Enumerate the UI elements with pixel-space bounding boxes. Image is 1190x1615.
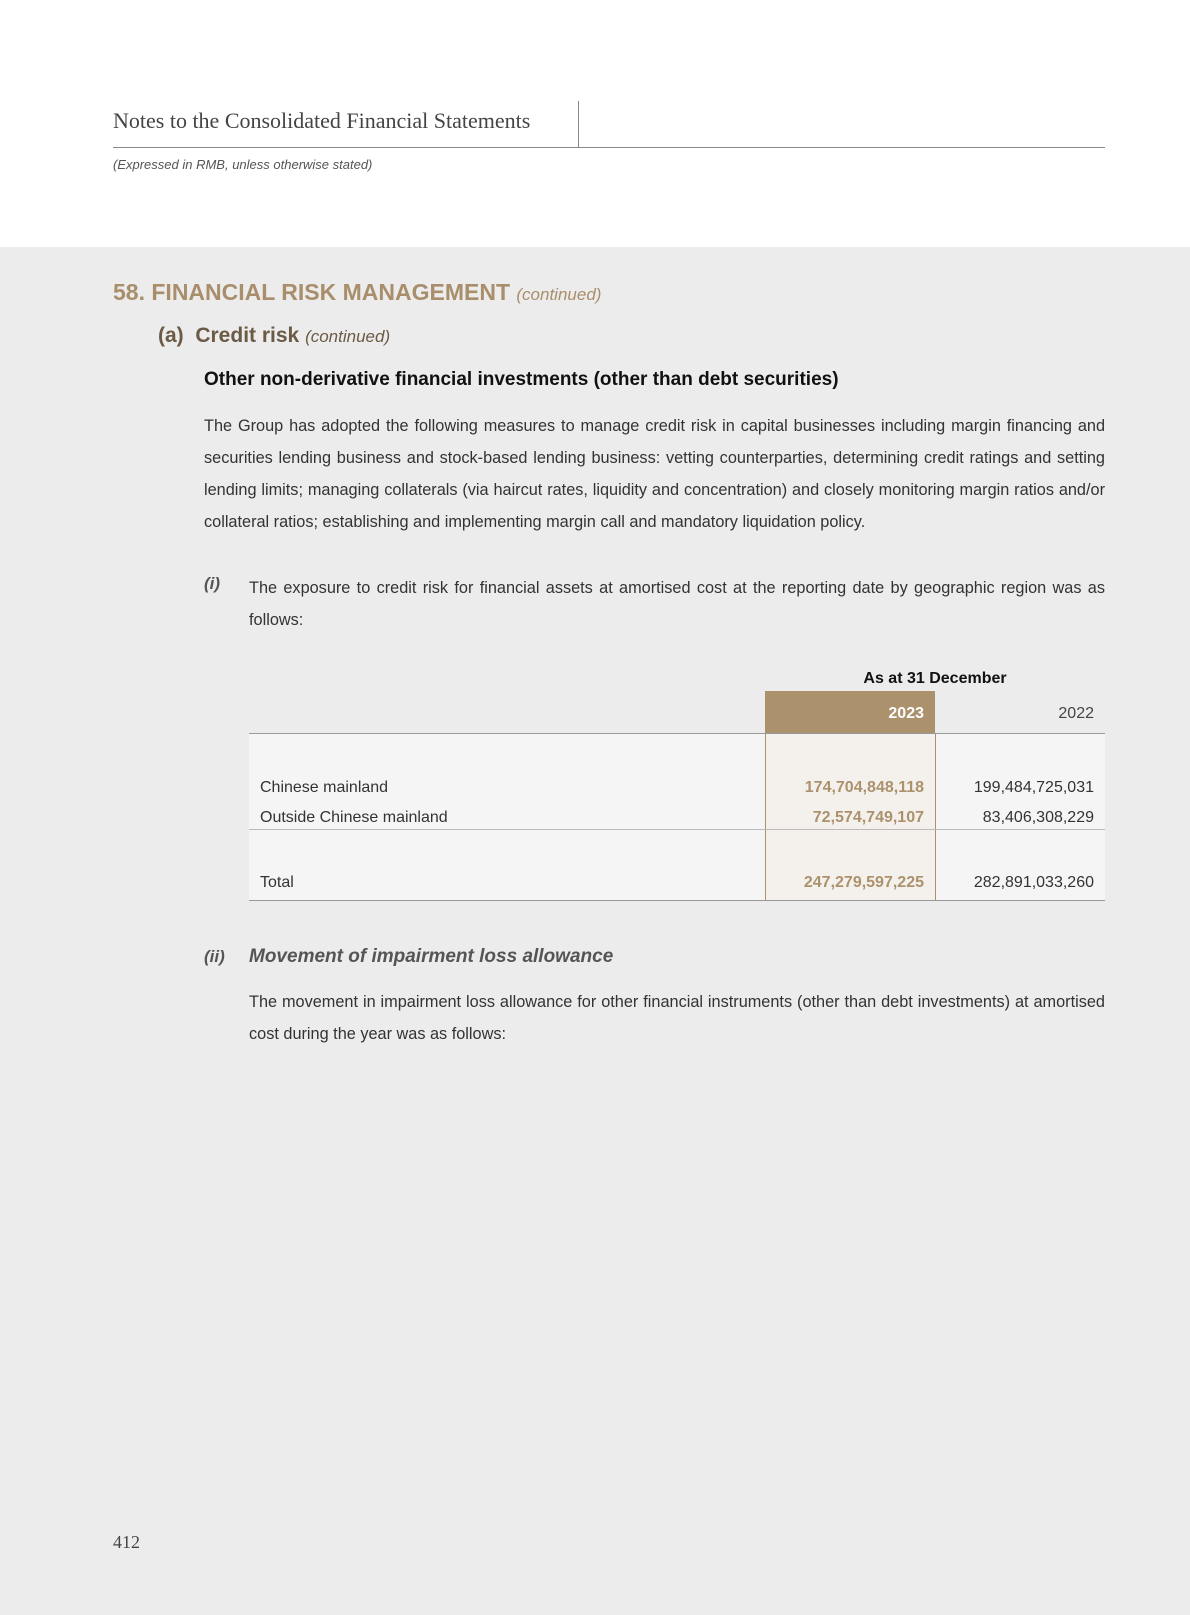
row-label: Outside Chinese mainland	[260, 809, 448, 826]
body-paragraph: The Group has adopted the following measures to manage credit risk in capital businesses including margin financing and securities lending business and stock-based lending business: vetting counterparties, determining credit ratings and setting lending limits; managing collaterals (via haircut rates, liquidity and concentration) and closely monitoring margin ratios and/or collateral ratios; establishing and implementing margin call and mandatory liquidation policy.	[204, 417, 1105, 531]
value-2023: 174,704,848,118	[804, 779, 924, 796]
header-rule	[113, 147, 1105, 148]
value-2022: 282,891,033,260	[973, 874, 1094, 891]
item-ii-text: The movement in impairment loss allowance for other financial instruments (other than debt investments) at amortised cost during the year was as follows:	[249, 993, 1105, 1043]
value-2023: 247,279,597,225	[803, 874, 924, 891]
table-rule	[249, 829, 1105, 830]
item-i-label: (i)	[204, 574, 221, 593]
page-number: 412	[113, 1532, 140, 1552]
row-label: Total	[260, 874, 294, 891]
section-heading: 58. FINANCIAL RISK MANAGEMENT (continued)	[113, 279, 602, 305]
header-title: Notes to the Consolidated Financial Statements	[113, 108, 531, 133]
column-header-2023: 2023	[765, 691, 935, 733]
item-ii-label: (ii)	[204, 947, 225, 966]
header-subtitle: (Expressed in RMB, unless otherwise stated)	[113, 157, 373, 172]
column-header-2022: 2022	[1058, 705, 1094, 722]
table-rule	[249, 900, 1105, 901]
value-2023: 72,574,749,107	[812, 809, 924, 826]
table-rule	[249, 733, 1105, 734]
subheading: Other non-derivative financial investments (other than debt securities)	[204, 369, 839, 390]
subsection-heading: (a) Credit risk (continued)	[158, 324, 391, 347]
item-ii-heading: Movement of impairment loss allowance	[249, 946, 614, 967]
value-2022: 83,406,308,229	[982, 809, 1094, 826]
header-divider	[578, 101, 579, 147]
value-2022: 199,484,725,031	[973, 779, 1094, 796]
item-i-text: The exposure to credit risk for financial assets at amortised cost at the reporting date by geographic region was as follows:	[249, 579, 1105, 629]
row-label: Chinese mainland	[260, 779, 389, 796]
table-group-header: As at 31 December	[863, 670, 1007, 687]
